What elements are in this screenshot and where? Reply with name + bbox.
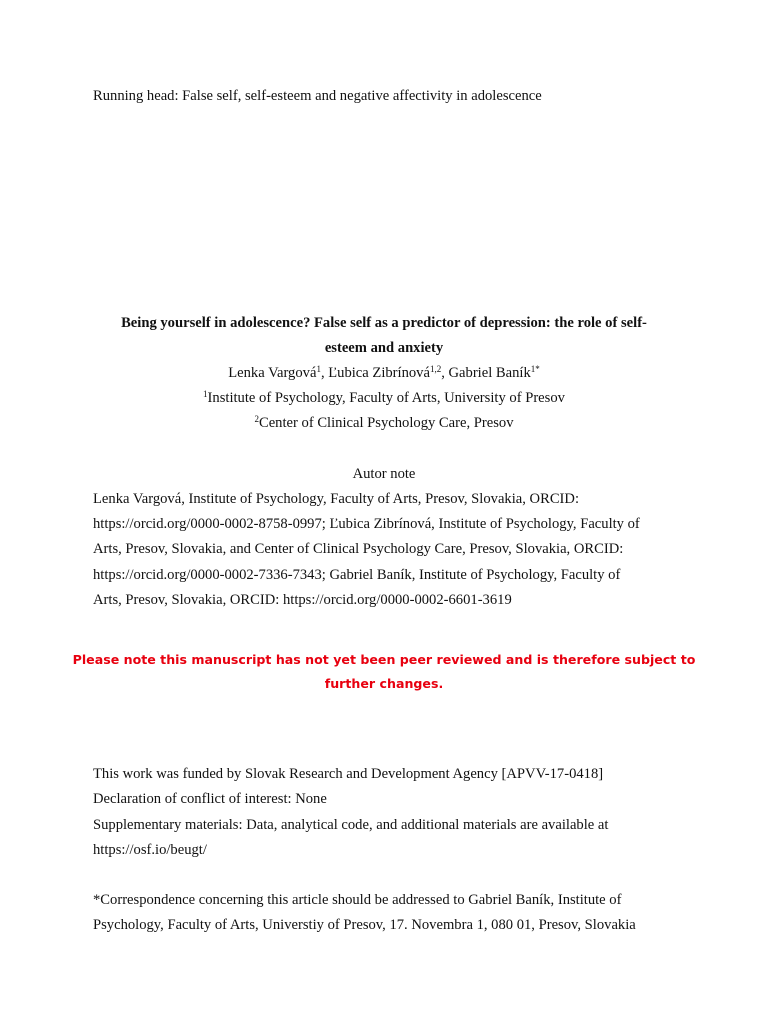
- affiliation-text: Center of Clinical Psychology Care, Presov: [258, 415, 514, 431]
- author-separator: ,: [320, 365, 329, 381]
- author-affiliation-marker: 1,2: [429, 364, 442, 374]
- author-affiliation-marker: 1*: [530, 364, 540, 374]
- title-line-1: Being yourself in adolescence? False self as a predictor of depression: the role of self-: [121, 315, 647, 331]
- running-head: Running head: False self, self-esteem and negative affectivity in adolescence: [93, 88, 542, 104]
- author-affiliation-marker: 1: [316, 364, 321, 374]
- affiliation-1: [0, 391, 768, 406]
- author-note-line: https://orcid.org/0000-0002-7336-7343; Gabriel Baník, Institute of Psychology, Faculty of: [93, 567, 621, 583]
- author-note-line: Arts, Presov, Slovakia, and Center of Clinical Psychology Care, Presov, Slovakia, ORCID:: [93, 541, 624, 557]
- author-name: Gabriel Baník: [448, 365, 531, 381]
- affiliation-marker: 1: [203, 389, 208, 399]
- author-note-line: Lenka Vargová, Institute of Psychology, Faculty of Arts, Presov, Slovakia, ORCID:: [93, 491, 580, 507]
- affiliation-text: Institute of Psychology, Faculty of Arts, University of Presov: [207, 390, 565, 406]
- affiliation-2: [0, 416, 768, 431]
- review-notice-line-1: Please note this manuscript has not yet been peer reviewed and is therefore subject to: [72, 652, 696, 667]
- author-note-line: Arts, Presov, Slovakia, ORCID: https://orcid.org/0000-0002-6601-3619: [93, 592, 512, 608]
- conflict-statement: Declaration of conflict of interest: None: [93, 791, 327, 807]
- author-list: [0, 366, 768, 381]
- supplementary-statement: Supplementary materials: Data, analytical code, and additional materials are available at: [93, 817, 609, 833]
- author-separator: ,: [441, 365, 449, 381]
- author-name: Lenka Vargová: [228, 365, 317, 381]
- author-name: Ľubica Zibrínová: [328, 365, 430, 381]
- review-notice-line-2: further changes.: [324, 676, 444, 691]
- correspondence-line-2: Psychology, Faculty of Arts, Universtiy of Presov, 17. Novembra 1, 080 01, Presov, Slovakia: [93, 917, 636, 933]
- affiliation-marker: 2: [254, 414, 259, 424]
- author-note-heading: Autor note: [352, 466, 416, 482]
- title-line-2: esteem and anxiety: [324, 340, 444, 356]
- supplementary-link: https://osf.io/beugt/: [93, 842, 207, 858]
- author-note-line: https://orcid.org/0000-0002-8758-0997; Ľubica Zibrínová, Institute of Psychology, Faculty of: [93, 516, 640, 532]
- funding-statement: This work was funded by Slovak Research and Development Agency [APVV-17-0418]: [93, 766, 604, 782]
- correspondence-line-1: *Correspondence concerning this article should be addressed to Gabriel Baník, Institute of: [93, 892, 622, 908]
